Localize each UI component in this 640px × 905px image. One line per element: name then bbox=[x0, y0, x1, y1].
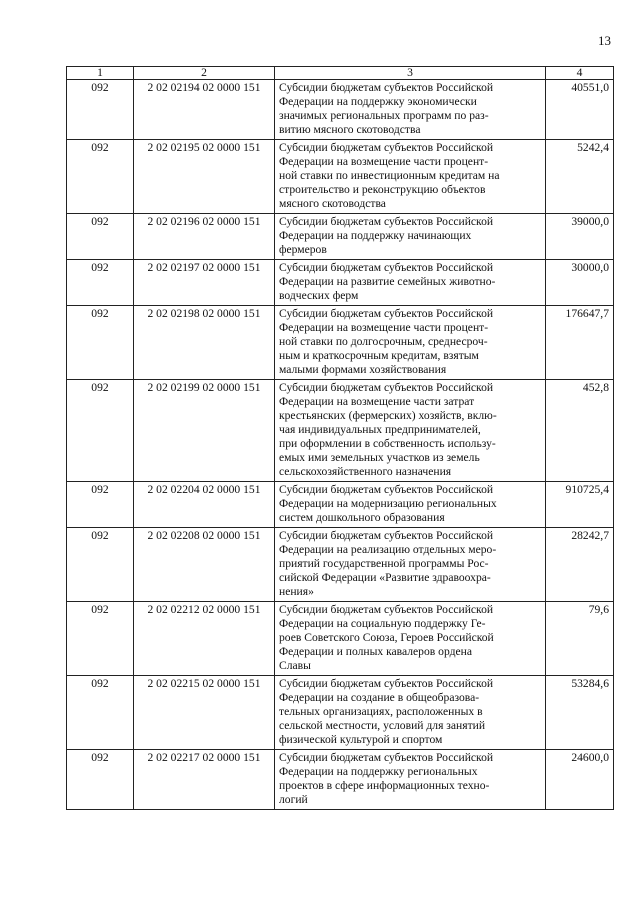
admin-code-cell: 092 bbox=[67, 602, 134, 676]
revenue-name-line: Федерации на социальную поддержку Ге- bbox=[279, 617, 486, 630]
revenue-name-cell bbox=[275, 306, 546, 380]
revenue-name-cell bbox=[275, 602, 546, 676]
revenue-name-line: значимых региональных программ по раз- bbox=[279, 109, 489, 122]
revenue-name-line: ным и краткосрочным кредитам, взятым bbox=[279, 349, 479, 362]
revenue-name-line: малыми формами хозяйствования bbox=[279, 363, 447, 376]
revenue-name-line: приятий государственной программы Рос- bbox=[279, 557, 489, 570]
revenue-name-line: емых ими земельных участков из земель bbox=[279, 451, 480, 464]
budget-code-cell: 2 02 02215 02 0000 151 bbox=[134, 676, 275, 750]
revenue-name-line: сельскохозяйственного назначения bbox=[279, 465, 452, 478]
revenue-name-line: Субсидии бюджетам субъектов Российской bbox=[279, 215, 494, 228]
revenue-name-line: систем дошкольного образования bbox=[279, 511, 445, 524]
table-row bbox=[67, 140, 614, 214]
revenue-name-line: Субсидии бюджетам субъектов Российской bbox=[279, 261, 494, 274]
admin-code-cell: 092 bbox=[67, 140, 134, 214]
amount-cell: 24600,0 bbox=[546, 750, 614, 810]
revenue-name-line: Субсидии бюджетам субъектов Российской bbox=[279, 483, 494, 496]
revenue-name-line: Субсидии бюджетам субъектов Российской bbox=[279, 677, 494, 690]
column-header-1: 1 bbox=[67, 67, 134, 80]
revenue-name-line: Федерации и полных кавалеров ордена bbox=[279, 645, 472, 658]
budget-code-cell: 2 02 02199 02 0000 151 bbox=[134, 380, 275, 482]
revenue-name-line: при оформлении в собственность использу- bbox=[279, 437, 496, 450]
table-row bbox=[67, 380, 614, 482]
budget-code-cell: 2 02 02217 02 0000 151 bbox=[134, 750, 275, 810]
admin-code-cell: 092 bbox=[67, 306, 134, 380]
revenue-name-line: проектов в сфере информационных техно- bbox=[279, 779, 490, 792]
amount-cell: 79,6 bbox=[546, 602, 614, 676]
amount-cell: 53284,6 bbox=[546, 676, 614, 750]
revenue-name-cell bbox=[275, 260, 546, 306]
revenue-name-line: Субсидии бюджетам субъектов Российской bbox=[279, 751, 494, 764]
amount-cell: 40551,0 bbox=[546, 80, 614, 140]
admin-code-cell: 092 bbox=[67, 750, 134, 810]
column-header-2: 2 bbox=[134, 67, 275, 80]
revenue-name-line: Федерации на поддержку региональных bbox=[279, 765, 478, 778]
revenue-name-line: сельской местности, условий для занятий bbox=[279, 719, 486, 732]
revenue-name-line: Федерации на поддержку начинающих bbox=[279, 229, 472, 242]
amount-cell: 5242,4 bbox=[546, 140, 614, 214]
table-row bbox=[67, 750, 614, 810]
revenue-name-line: сийской Федерации «Развитие здравоохра- bbox=[279, 571, 491, 584]
table-row bbox=[67, 482, 614, 528]
admin-code-cell: 092 bbox=[67, 380, 134, 482]
amount-cell: 910725,4 bbox=[546, 482, 614, 528]
revenue-name-cell bbox=[275, 528, 546, 602]
amount-cell: 30000,0 bbox=[546, 260, 614, 306]
page-number: 13 bbox=[598, 33, 611, 48]
revenue-name-line: Субсидии бюджетам субъектов Российской bbox=[279, 141, 494, 154]
admin-code-cell: 092 bbox=[67, 676, 134, 750]
budget-code-cell: 2 02 02196 02 0000 151 bbox=[134, 214, 275, 260]
table-row bbox=[67, 214, 614, 260]
revenue-name-line: витию мясного скотоводства bbox=[279, 123, 421, 136]
revenue-name-cell bbox=[275, 380, 546, 482]
revenue-name-line: фермеров bbox=[279, 243, 327, 256]
amount-cell: 452,8 bbox=[546, 380, 614, 482]
revenue-name-line: физической культурой и спортом bbox=[279, 733, 443, 746]
revenue-name-line: тельных организациях, расположенных в bbox=[279, 705, 483, 718]
revenue-name-cell bbox=[275, 214, 546, 260]
revenue-name-line: Федерации на развитие семейных животно- bbox=[279, 275, 496, 288]
revenue-name-line: Субсидии бюджетам субъектов Российской bbox=[279, 381, 494, 394]
budget-code-cell: 2 02 02195 02 0000 151 bbox=[134, 140, 275, 214]
revenue-name-cell bbox=[275, 750, 546, 810]
revenue-name-line: нения» bbox=[279, 585, 314, 598]
budget-code-cell: 2 02 02194 02 0000 151 bbox=[134, 80, 275, 140]
admin-code-cell: 092 bbox=[67, 528, 134, 602]
amount-cell: 39000,0 bbox=[546, 214, 614, 260]
revenue-name-line: Субсидии бюджетам субъектов Российской bbox=[279, 603, 494, 616]
table-body bbox=[67, 67, 614, 810]
revenue-name-line: Славы bbox=[279, 659, 311, 672]
budget-code-cell: 2 02 02204 02 0000 151 bbox=[134, 482, 275, 528]
admin-code-cell: 092 bbox=[67, 214, 134, 260]
revenue-name-line: Федерации на возмещение части процент- bbox=[279, 321, 489, 334]
table-row bbox=[67, 80, 614, 140]
revenue-table bbox=[66, 66, 614, 810]
revenue-name-cell bbox=[275, 140, 546, 214]
table-row bbox=[67, 260, 614, 306]
revenue-name-cell bbox=[275, 80, 546, 140]
amount-cell: 176647,7 bbox=[546, 306, 614, 380]
revenue-name-line: ной ставки по инвестиционным кредитам на bbox=[279, 169, 500, 182]
amount-cell: 28242,7 bbox=[546, 528, 614, 602]
admin-code-cell: 092 bbox=[67, 80, 134, 140]
revenue-name-line: Федерации на возмещение части процент- bbox=[279, 155, 489, 168]
revenue-name-line: Федерации на модернизацию региональных bbox=[279, 497, 497, 510]
column-header-3: 3 bbox=[275, 67, 546, 80]
budget-code-cell: 2 02 02212 02 0000 151 bbox=[134, 602, 275, 676]
revenue-name-line: ной ставки по долгосрочным, среднесроч- bbox=[279, 335, 488, 348]
revenue-name-line: строительство и реконструкцию объектов bbox=[279, 183, 486, 196]
revenue-name-line: Федерации на поддержку экономически bbox=[279, 95, 477, 108]
admin-code-cell: 092 bbox=[67, 260, 134, 306]
revenue-name-line: логий bbox=[279, 793, 308, 806]
revenue-name-line: Субсидии бюджетам субъектов Российской bbox=[279, 307, 494, 320]
table-row bbox=[67, 528, 614, 602]
table-row bbox=[67, 676, 614, 750]
budget-code-cell: 2 02 02197 02 0000 151 bbox=[134, 260, 275, 306]
revenue-name-line: чая индивидуальных предпринимателей, bbox=[279, 423, 481, 436]
budget-code-cell: 2 02 02198 02 0000 151 bbox=[134, 306, 275, 380]
revenue-name-cell bbox=[275, 676, 546, 750]
revenue-name-line: мясного скотоводства bbox=[279, 197, 386, 210]
revenue-name-line: Федерации на создание в общеобразова- bbox=[279, 691, 480, 704]
revenue-name-cell bbox=[275, 482, 546, 528]
table-row bbox=[67, 602, 614, 676]
table-header-row bbox=[67, 67, 614, 80]
revenue-name-line: Субсидии бюджетам субъектов Российской bbox=[279, 81, 494, 94]
column-header-4: 4 bbox=[546, 67, 614, 80]
revenue-name-line: Федерации на реализацию отдельных меро- bbox=[279, 543, 497, 556]
revenue-name-line: Субсидии бюджетам субъектов Российской bbox=[279, 529, 494, 542]
admin-code-cell: 092 bbox=[67, 482, 134, 528]
table-row bbox=[67, 306, 614, 380]
revenue-name-line: крестьянских (фермерских) хозяйств, вклю- bbox=[279, 409, 497, 422]
budget-code-cell: 2 02 02208 02 0000 151 bbox=[134, 528, 275, 602]
revenue-name-line: водческих ферм bbox=[279, 289, 359, 302]
revenue-name-line: Федерации на возмещение части затрат bbox=[279, 395, 475, 408]
revenue-name-line: роев Советского Союза, Героев Российской bbox=[279, 631, 494, 644]
